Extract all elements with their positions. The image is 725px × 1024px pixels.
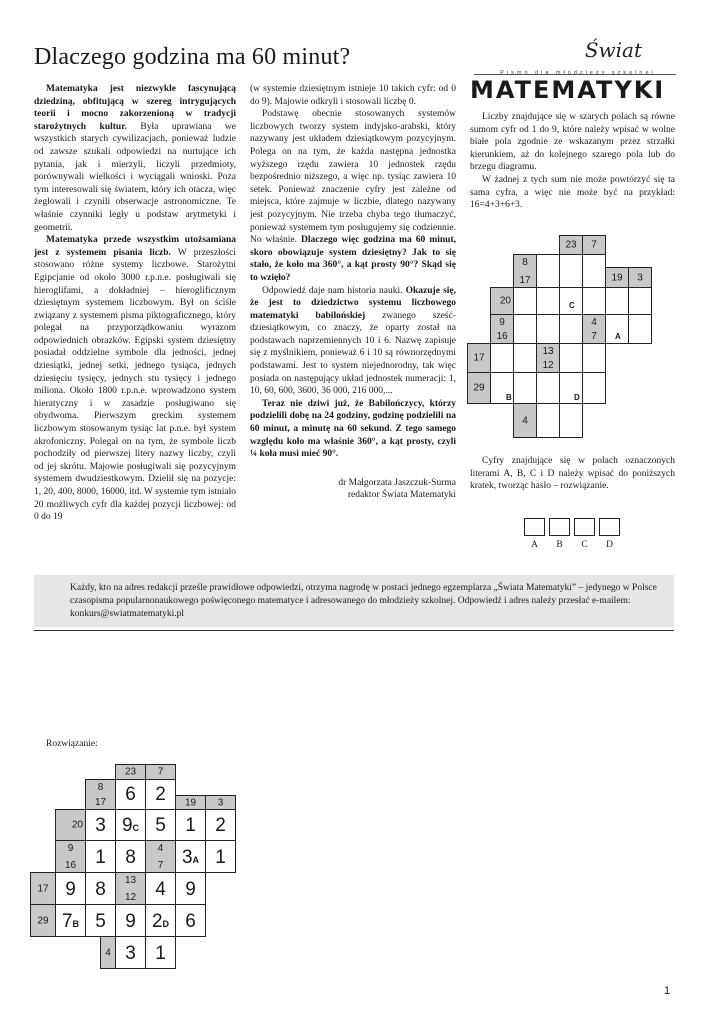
puzzle-cell-c[interactable]: C xyxy=(559,287,583,315)
solution-cell: 1 xyxy=(145,936,176,969)
clue-cell: 8 17 xyxy=(513,254,537,288)
solution-cell: 7B xyxy=(55,904,86,937)
clue-cell: 4 xyxy=(100,936,116,969)
clue-cell: 9 16 xyxy=(55,840,86,873)
solution-cell: 1 xyxy=(85,840,116,873)
clue-cell: 13 12 xyxy=(536,343,560,373)
answer-label: D xyxy=(606,540,613,550)
solution-cell: 5 xyxy=(145,809,176,841)
answer-label: C xyxy=(581,540,588,550)
clue-cell: 20 xyxy=(490,287,514,315)
solution-label: Rozwiązanie: xyxy=(46,739,98,749)
divider xyxy=(34,630,674,631)
clue-cell: 17 xyxy=(30,872,56,905)
answer-box-c[interactable] xyxy=(574,518,595,536)
clue-cell: 19 xyxy=(175,795,206,810)
answer-label: A xyxy=(531,540,538,550)
solution-cell: 6 xyxy=(175,904,206,937)
answer-note: Cyfry znajdujące się w polach oznaczonych literami A, B, C i D należy wpisać do poniższych kratek, tworząc hasło – rozwiązanie. xyxy=(470,456,675,492)
puzzle-cell[interactable] xyxy=(582,287,606,315)
page-number: 1 xyxy=(664,985,671,997)
puzzle-cell[interactable] xyxy=(536,372,560,404)
solution-cell: 6 xyxy=(115,779,146,810)
question-bold: Dlaczego więc godzina ma 60 minut, skoro obowiązuje system dziesiętny? Jak to się stało, że koło ma 360°, a kąt prosty 90°? Skąd się to wzięło? xyxy=(250,235,456,283)
logo-top-word: Świat xyxy=(584,38,642,62)
puzzle-cell[interactable] xyxy=(582,372,606,404)
puzzle-rule: W żadnej z tych sum nie może powtórzyć się ta sama cyfra, a więc nie może być na przykład: 16=4+3+6+3. xyxy=(470,174,675,211)
answer-label: B xyxy=(556,540,563,550)
logo-main-word: MATEMATYKI xyxy=(470,76,666,104)
clue-cell: 7 xyxy=(145,764,176,780)
answer-bold: Okazuje się, że jest to dziedzictwo systemu liczbowego matematyki babilońskiej xyxy=(250,285,457,321)
contest-info-box xyxy=(34,575,674,627)
solution-cell: 1 xyxy=(175,809,206,841)
puzzle-cell[interactable] xyxy=(490,343,514,373)
puzzle-intro: Liczby znajdujące się w szarych polach są równe sumom cyfr od 1 do 9, które należy wpisać w wolne białe pola zgodnie ze wskazanym przez strzałki kierunkiem, aż do kolejnego szarego pola lub do brzegu diagramu. xyxy=(470,112,675,173)
puzzle-cell[interactable] xyxy=(536,403,560,438)
puzzle-cell[interactable] xyxy=(582,254,606,288)
intro-bold: Matematyka jest niezwykle fascynującą dziedziną, obfitującą w szereg intrygujących teorii i mocno zakorzenioną w tradycji starożytnych kultur. xyxy=(34,84,236,132)
puzzle-cell[interactable] xyxy=(559,343,583,373)
puzzle-cell[interactable] xyxy=(628,314,652,344)
clue-cell: 29 xyxy=(467,372,491,404)
answer-box-a[interactable] xyxy=(524,518,545,536)
author-role: redaktor Świata Matematyki xyxy=(347,490,456,501)
solution-cell: 8 xyxy=(115,840,146,873)
solution-cell: 8 xyxy=(85,872,116,905)
solution-cell: 9 xyxy=(175,872,206,905)
puzzle-cell[interactable] xyxy=(582,343,606,373)
solution-cell: 3 xyxy=(115,936,146,969)
puzzle-instructions xyxy=(470,111,675,212)
puzzle-cell-b[interactable]: B xyxy=(490,372,514,404)
logo-tagline: Pismo dla młodzieży szkolnej xyxy=(500,70,656,76)
puzzle-cell[interactable] xyxy=(605,287,629,315)
clue-cell: 8 17 xyxy=(85,779,116,810)
solution-grid xyxy=(30,762,270,972)
clue-cell: 19 xyxy=(605,267,629,288)
answer-box-d[interactable] xyxy=(599,518,620,536)
puzzle-cell[interactable] xyxy=(536,287,560,315)
kakuro-puzzle-grid xyxy=(473,235,650,440)
paragraph: zwanego sześć-dziesiątkowym, co znaczy, że oparty został na podstawach naprzemiennych 10 i 6. Nazwę zapisuje się z myślnikiem, ponieważ 6 i 10 są równorzędnymi podstawami. Jest to system niejednorodny, tak więc posiada on następujący układ jednostek numeracji: 1, 10, 60, 600, 3600, 36 000, 216 000,... xyxy=(250,310,456,397)
clue-cell: 23 xyxy=(559,235,583,255)
puzzle-cell[interactable] xyxy=(628,287,652,315)
paragraph: Odpowiedź daje nam historia nauki. xyxy=(262,285,403,296)
puzzle-cell[interactable] xyxy=(513,314,537,344)
clue-cell: 17 xyxy=(467,343,491,373)
section-bold: Matematyka przede wszystkim utożsamiana jest z systemem pisania liczb. xyxy=(34,235,236,258)
puzzle-cell[interactable] xyxy=(559,254,583,288)
clue-cell: 23 xyxy=(115,764,146,780)
page-title: Dlaczego godzina ma 60 minut? xyxy=(34,44,351,70)
puzzle-cell[interactable] xyxy=(513,343,537,373)
paragraph: (w systemie dziesiętnym istnieje 10 takich cyfr: od 0 do 9). Majowie odkryli i stosowali liczbę 0. xyxy=(250,84,456,107)
puzzle-cell[interactable] xyxy=(513,372,537,404)
contest-info-text: Każdy, kto na adres redakcji prześle prawidłowe odpowiedzi, otrzyma nagrodę w postaci jednego egzemplarza „Świata Matematyki” – jedynego w Polsce czasopisma popularnonaukowego poświęconego matematyce i adresowanego do młodzieży szkolnej. Odpowiedź i adres należy przesłać e-mailem: konkurs@swiatmatematyki.pl xyxy=(70,583,657,619)
puzzle-cell-a[interactable]: A xyxy=(605,314,629,344)
solution-cell: 2D xyxy=(145,904,176,937)
answer-box-b[interactable] xyxy=(549,518,570,536)
puzzle-cell[interactable] xyxy=(559,403,583,438)
puzzle-cell[interactable] xyxy=(536,314,560,344)
solution-cell: 9 xyxy=(115,904,146,937)
section-text: W przeszłości stosowano różne systemy liczbowe. Starożytni Egipcjanie od około 3000 r.p.n.e. posługiwali się hieroglifami, a dokładniej – hieroglificznym dziesiętnym systemem liczbowym. Był on ściśle związany z systemem pisma piktograficznego, który polegał na przyporządkowaniu wyrazom odpowiednich obrazków. Egipski system dziesiętny posiadał oddzielne symbole dla jedności, jednej dziesiątki, jednej setki, jednego tysiąca, jednych dziesięciu tysięcy, jednych stu tysięcy i jednego miliona. Około 1800 r.p.n.e. wprowadzono system hieratyczny i w zasadzie posługiwano się obydwoma. Pierwszym greckim systemem liczbowym stosowanym tysiąc lat p.n.e. był system akrofoniczny. Polegał on na tym, że symbole liczb pochodziły od pierwszej litery nazwy liczby, czyli od jej skrótu. Majowie posługiwali się pozycyjnym systemem dwudziestkowym. Dzielił się na pozycje: 1, 20, 400, 8000, 16000, itd. W systemie tym istniało 20 możliwych cyfr dla każdej pozycji liczbowej: od 0 do 19 xyxy=(34,247,236,523)
clue-cell: 3 xyxy=(628,267,652,288)
solution-cell: 4 xyxy=(145,872,176,905)
solution-cell: 2 xyxy=(145,779,176,810)
puzzle-cell[interactable] xyxy=(513,287,537,315)
clue-cell: 7 xyxy=(582,235,606,255)
clue-cell: 3 xyxy=(205,795,236,810)
author-name: dr Małgorzata Jaszczuk-Surma xyxy=(338,477,456,488)
article-column-1 xyxy=(34,83,236,524)
clue-cell: 4 7 xyxy=(582,314,606,344)
solution-cell: 3A xyxy=(175,840,206,873)
solution-cell: 5 xyxy=(85,904,116,937)
clue-cell: 4 xyxy=(513,403,537,438)
clue-cell: 13 12 xyxy=(115,872,146,905)
puzzle-cell-d[interactable]: D xyxy=(559,372,583,404)
article-column-2 xyxy=(250,83,456,502)
intro-text: Była uprawiana we wszystkich starych cywilizacjach, ponieważ ludzie od zawsze szukali odpowiedzi na nurtujące ich pytania, jak i mierzyli, liczyli przedmioty, porównywali wielkości i wyciągali wnioski. Poza tym interesowali się światem, który ich otacza, więc żeglowali i czynili obserwacje astronomiczne. Te właśnie czynniki legły u podstaw arytmetyki i geometrii. xyxy=(34,121,236,233)
conclusion-bold: Teraz nie dziwi już, że Babilończycy, którzy podzielili dobę na 24 godziny, godzinę podzielili na 60 minut, a minutę na 60 sekund. Z tego samego względu koło ma właśnie 360°, a kąt prosty, czyli ¼ koła musi mieć 90°. xyxy=(250,398,456,460)
solution-cell: 2 xyxy=(205,809,236,841)
puzzle-cell[interactable] xyxy=(536,254,560,288)
clue-cell: 9 16 xyxy=(490,314,514,344)
solution-cell: 9 xyxy=(55,872,86,905)
paragraph: Podstawę obecnie stosowanych systemów liczbowych tworzy system indyjsko-arabski, który nazywany jest układem dziesiątkowym pozycyjnym. Polega on na tym, że każda następna jednostka wyższego rzędu zawiera 10 jednostek rzędu bezpośrednio niższego, a więc np. tysiąc zawiera 10 setek. Ponieważ znaczenie cyfry jest zależne od miejsca, które zajmuje w liczbie, dlatego nazywany jest pozycyjnym. Nie trzeba chyba tego tłumaczyć, ponieważ systemem tym posługujemy się codziennie. No właśnie. xyxy=(250,109,456,246)
solution-cell: 1 xyxy=(205,840,236,873)
magazine-logo xyxy=(470,38,680,104)
answer-boxes xyxy=(520,518,630,558)
clue-cell: 20 xyxy=(55,809,86,841)
clue-cell: 29 xyxy=(30,904,56,937)
answer-instructions xyxy=(470,455,675,493)
solution-cell: 3 xyxy=(85,809,116,841)
solution-cell: 9C xyxy=(115,809,146,841)
clue-cell: 4 7 xyxy=(145,840,176,873)
